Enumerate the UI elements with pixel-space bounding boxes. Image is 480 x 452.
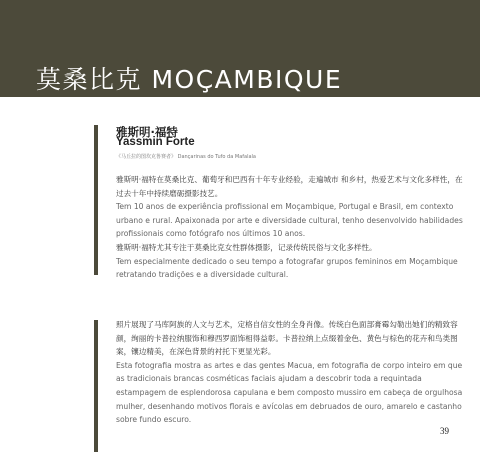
photo-caption: 《马丘拉的图坎克鲁赛者》 Dançarinas do Tufo da Mafalala — [116, 154, 256, 160]
bio-paragraph-zh-2: 雅斯明·福特尤其专注于莫桑比克女性群体摄影，记录传统民俗与文化多样性。 — [116, 242, 377, 252]
photographer-name-en: Yassmin Forte — [116, 136, 195, 148]
page-number: 39 — [440, 426, 449, 436]
page-header — [0, 0, 480, 97]
bio-paragraph-pt-1: Tem 10 anos de experiência profissional em Moçambique, Portugal e Brasil, em contexto urbano e rural. Apaixonada por arte e diversidade cultural, tenho desenvolvido habilidades profissionais como fotógrafo nos últimos 10 anos. — [116, 202, 463, 239]
page-title: 莫桑比克 MOÇAMBIQUE — [36, 65, 343, 94]
photo-description-section — [116, 318, 466, 427]
bio-section — [116, 173, 466, 282]
photo-description-pt: Esta fotografia mostra as artes e das gentes Macua, em fotografia de corpo inteiro em que as tradicionais brancas cosméticas faciais ajudam a descobrir toda a requintada estampagem de esplendorosa capulana e bem composto mussiro em cabeça de orgulhosa mulher, desenhando motivos florais e avícolas em debruados de ouro, amarelo e castanho sobre fundo escuro. — [116, 360, 463, 425]
photo-description-zh: 照片展现了马库阿族的人文与艺术，定格自信女性的全身肖像。传统白色面部膏霉勾勒出她们的精致容颜，绚丽的卡普拉纳服饰和穆西罗面饰相得益彰。卡普拉纳上点缀着金色、黄色与棕色的花卉和鸟类图案，镶边精美，在深色背景的衬托下更显光彩。 — [116, 320, 458, 357]
accent-bar-bottom — [94, 320, 98, 452]
bio-paragraph-zh-1: 雅斯明·福特在莫桑比克、葡萄牙和巴西有十年专业经验，走遍城市 和乡村，热爱艺术与文化多样性，在过去十年中持续磨砺摄影技艺。 — [116, 175, 463, 198]
photographer-name-zh: 雅斯明·福特 — [116, 125, 178, 139]
accent-bar-top — [94, 125, 98, 275]
bio-paragraph-pt-2: Tem especialmente dedicado o seu tempo a fotografar grupos femininos em Moçambique retratando tradições e a diversidade cultural. — [116, 256, 458, 280]
